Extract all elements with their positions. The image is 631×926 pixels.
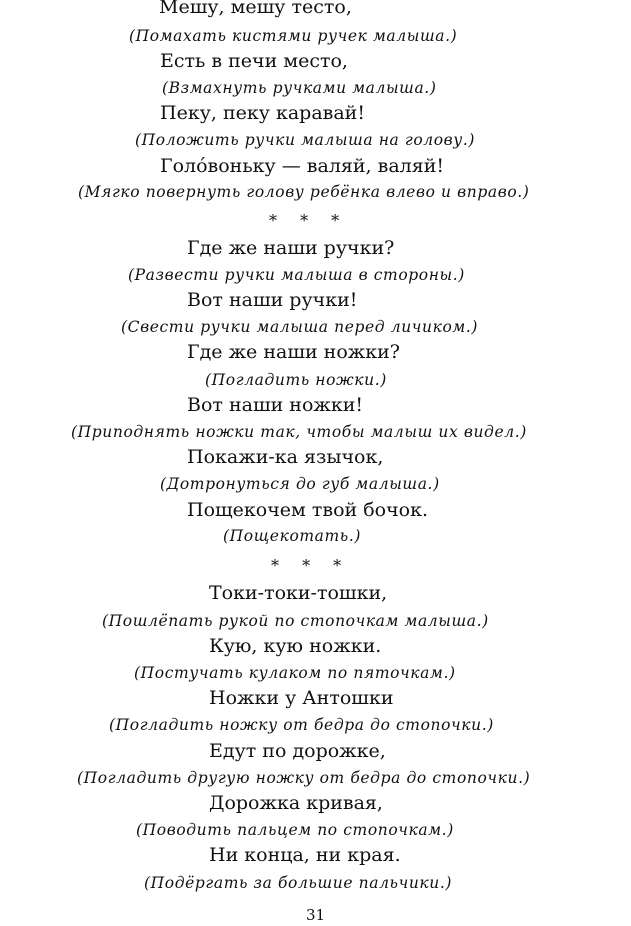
instruction-line: (Постучать кулаком по пяточкам.)	[134, 664, 456, 682]
instruction-line: (Поводить пальцем по стопочкам.)	[136, 821, 454, 839]
instruction-line: (Положить ручки малыша на голову.)	[135, 131, 476, 149]
page-number: 31	[305, 906, 326, 924]
instruction-line: (Помахать кистями ручек малыша.)	[129, 27, 458, 45]
instruction-line: (Свести ручки малыша перед личиком.)	[121, 318, 479, 336]
instruction-line: (Пошлёпать рукой по стопочкам малыша.)	[102, 612, 489, 630]
verse-line: Где же наши ножки?	[187, 341, 400, 363]
instruction-line: (Пощекотать.)	[223, 527, 362, 545]
verse-line: Едут по дорожке,	[209, 740, 386, 762]
instruction-line: (Развести ручки малыша в стороны.)	[128, 266, 465, 284]
instruction-line: (Взмахнуть ручками малыша.)	[162, 79, 437, 97]
instruction-line: (Дотронуться до губ малыша.)	[160, 475, 440, 493]
verse-line: Голо́воньку — валяй, валяй!	[160, 155, 445, 177]
verse-line: Вот наши ножки!	[187, 394, 364, 416]
verse-line: Где же наши ручки?	[187, 237, 395, 259]
instruction-line: (Погладить другую ножку от бедра до стопочки.)	[77, 769, 531, 787]
instruction-line: (Мягко повернуть голову ребёнка влево и вправо.)	[78, 183, 530, 201]
section-separator: * * *	[271, 556, 351, 575]
section-separator: * * *	[269, 211, 349, 230]
verse-line: Ножки у Антошки	[209, 687, 394, 709]
instruction-line: (Погладить ножку от бедра до стопочки.)	[109, 716, 494, 734]
verse-line: Кую, кую ножки.	[209, 635, 382, 657]
verse-line: Вот наши ручки!	[187, 289, 358, 311]
verse-line: Токи-токи-тошки,	[209, 582, 388, 604]
instruction-line: (Погладить ножки.)	[205, 371, 387, 389]
verse-line: Ни конца, ни края.	[209, 844, 401, 866]
verse-line: Есть в печи место,	[160, 50, 348, 72]
verse-line: Пощекочем твой бочок.	[187, 499, 428, 521]
verse-line: Пеку, пеку каравай!	[160, 102, 365, 124]
instruction-line: (Приподнять ножки так, чтобы малыш их видел.)	[71, 423, 527, 441]
verse-line: Мешу, мешу тесто,	[159, 0, 352, 18]
verse-line: Дорожка кривая,	[209, 792, 383, 814]
verse-line: Покажи-ка язычок,	[187, 446, 384, 468]
instruction-line: (Подёргать за большие пальчики.)	[144, 874, 453, 892]
